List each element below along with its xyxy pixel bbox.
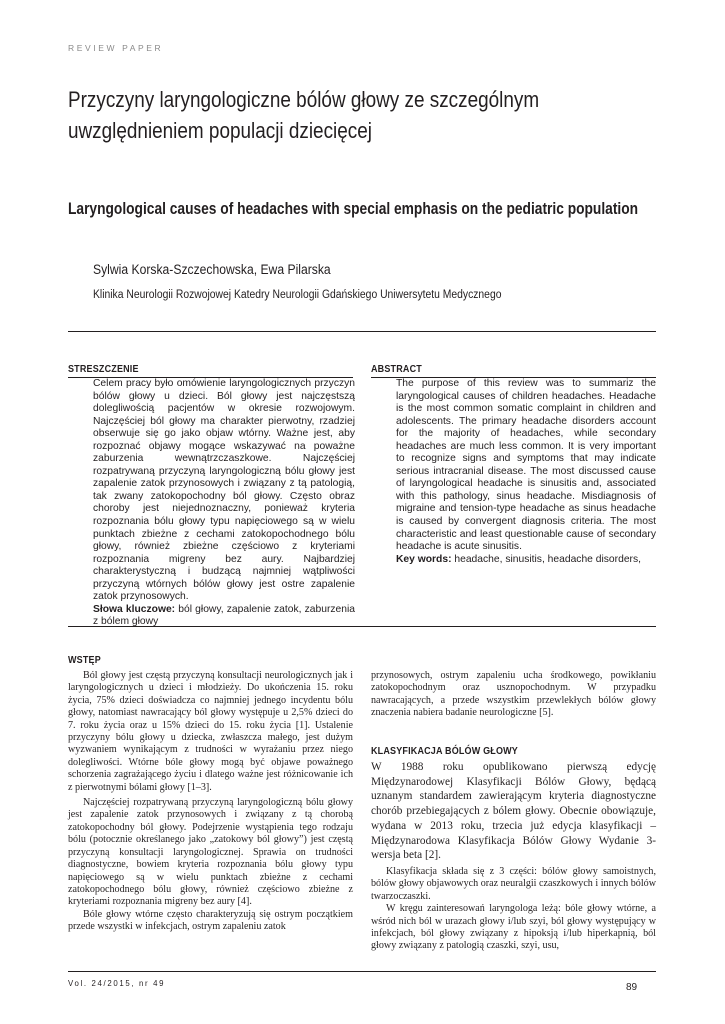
klasyfikacja-paragraph-2: Klasyfikacja składa się z 3 części: bólów głowy samoistnych, bólów głowy objawowych oraz neuralgii czaszkowych i innych bólów twarzoczaszki.	[371, 865, 656, 902]
abstract-block	[396, 378, 656, 566]
klasyfikacja-paragraph-1: W 1988 roku opublikowano pierwszą edycję Międzynarodowej Klasyfikacji Bólów Głowy, będącą uznanym standardem zawierającym kryteria diagnostyczne chorób przebiegających z bólem głowy. Obecnie obowiązuje, wydana w 2013 roku, trzecia już edycja klasyfikacji – Międzynarodowa Klasyfikacja Bólów Głowy Wydanie 3-wersja beta [2].	[371, 761, 656, 862]
affiliation: Klinika Neurologii Rozwojowej Katedry Neurologii Gdańskiego Uniwersytetu Medycznego	[93, 289, 502, 301]
footer-rule	[68, 971, 656, 972]
authors: Sylwia Korska-Szczechowska, Ewa Pilarska	[93, 262, 331, 277]
wstep-paragraph-3: Bóle głowy wtórne często charakteryzują się ostrym początkiem przede wszystki w infekcjach, ostrym zapaleniu zatok	[68, 908, 353, 933]
keywords-pl: ból głowy, zapalenie zatok, zaburzenia z bólem głowy	[93, 603, 355, 628]
keywords-label-en: Key words:	[396, 553, 452, 565]
streszczenie-heading: STRESZCZENIE	[68, 364, 139, 375]
keywords-label-pl: Słowa kluczowe:	[93, 603, 176, 615]
streszczenie-text: Celem pracy było omówienie laryngologicznych przyczyn bólów głowy u dzieci. Ból głowy jest najczęstszą dolegliwością pacjentów w okresie rozwojowym. Najczęściej ból głowy ma charakter pierwotny, rzadziej obserwuje się go jako objaw wtórny. Ważne jest, aby rozpoznać objawy mogące wskazywać na poważne zaburzenia wewnątrzczaszkowe. Najczęściej rozpatrywaną przyczyną laryngologiczną bólu głowy jest zapalenie zatok przynosowych i związany z tą patologią, tak zwany zatokopochodny ból głowy. Często obraz choroby jest niejednoznaczny, ponieważ kryteria rozpoznania bólu głowy typu napięciowego są w wielu punktach zbieżne z cechami zatokopochodnego bólu głowy, również zbieżne częściowo z kryteriami rozpoznania migreny bez aury. Najbardziej charakterystyczną i budzącą najmniej wątpliwości przyczyną wtórnych bólów głowy jest ostre zapalenie zatok przynosowych.	[93, 378, 355, 603]
page-number: 89	[626, 982, 638, 993]
abstract-keywords	[396, 554, 656, 567]
article-type-label: REVIEW PAPER	[68, 43, 164, 53]
abstract-heading: ABSTRACT	[371, 364, 422, 375]
wstep-paragraph-4: przynosowych, ostrym zapaleniu ucha środkowego, powikłaniu zatokopochodnym oraz usznopochodnym. W przypadku nawracających, a przede wszystkim przewlekłych bólów głowy znaczenia nabiera badanie neurologiczne [5].	[371, 670, 656, 719]
top-rule	[68, 331, 656, 332]
abstract-bottom-rule	[68, 626, 656, 627]
body-right-column	[371, 670, 656, 720]
streszczenie-block	[93, 378, 355, 629]
body-left-column	[68, 670, 353, 934]
klasyfikacja-heading: KLASYFIKACJA BÓLÓW GŁOWY	[371, 746, 518, 757]
klasyfikacja-block	[371, 760, 656, 953]
title-polish: Przyczyny laryngologiczne bólów głowy ze szczególnym uwzględnieniem populacji dziecięcej	[68, 87, 540, 143]
wstep-heading: WSTĘP	[68, 655, 101, 666]
journal-volume: Vol. 24/2015, nr 49	[68, 978, 166, 988]
title-english: Laryngological causes of headaches with special emphasis on the pediatric population	[68, 199, 639, 218]
keywords-en: headache, sinusitis, headache disorders,	[451, 553, 641, 565]
wstep-paragraph-2: Najczęściej rozpatrywaną przyczyną laryngologiczną bólu głowy jest zapalenie zatok przynosowych i związany z tą chorobą zatokopochodny ból głowy. Podejrzenie wystąpienia tego rodzaju bólu (potocznie określanego jako „zatokowy ból głowy”) jest częstą przyczyną konsultacji laryngologicznej. Sprawia on trudności diagnostyczne, bowiem kryteria rozpoznania bólu głowy typu napięciowego są w wielu punktach zbieżne z cechami zatokopochodnego bólu głowy, również częściowo zbieżne z kryteriami rozpoznania migreny bez aury [4].	[68, 797, 353, 908]
klasyfikacja-paragraph-3: W kręgu zainteresowań laryngologa leżą: bóle głowy wtórne, a wśród nich ból w urazach głowy i/lub szyi, ból głowy występujący w infekcjach, ból głowy związany z hipoksją i/lub hiperkapnią, ból głowy związany z patologią czaszki, szyi, usu,	[371, 903, 656, 952]
abstract-text: The purpose of this review was to summariz the laryngological causes of children headaches. Headache is the most common somatic complaint in children and adolescents. The primary headache disorders account for the majority of headaches, while secondary headaches are much less common. It is very important to recognize signs and symptoms that may indicate serious intracranial disease. The most discussed cause of laryngological headache is sinusitis and, associated with this pathology, sinus headache. Misdiagnosis of migraine and tension-type headache as sinus headache is caused by convergent diagnosis criteria. The most characteristic and least questionable cause of secondary headache is acute sinusitis.	[396, 378, 656, 553]
wstep-paragraph-1: Ból głowy jest częstą przyczyną konsultacji neurologicznych jak i laryngologicznych u dzieci i młodzieży. Do ukończenia 15. roku życia, 75% dzieci doświadcza co najmniej jednego incydentu bólu głowy, natomiast nawracający ból głowy występuje u 2,5% dzieci do 7. roku życia oraz u 15% dzieci do 15. roku życia [1]. Ustalenie przyczyny bólu głowy u dziecka, zwłaszcza małego, jest dużym wyzwaniem wynikającym z trudności w wyrażaniu przez niego dolegliwości. Wtórne bóle głowy mogą być objawe poważnego schorzenia zagrażającego życiu i dlatego ważne jest różnicowanie ich z pierwotnymi bólami głowy [1–3].	[68, 670, 353, 793]
